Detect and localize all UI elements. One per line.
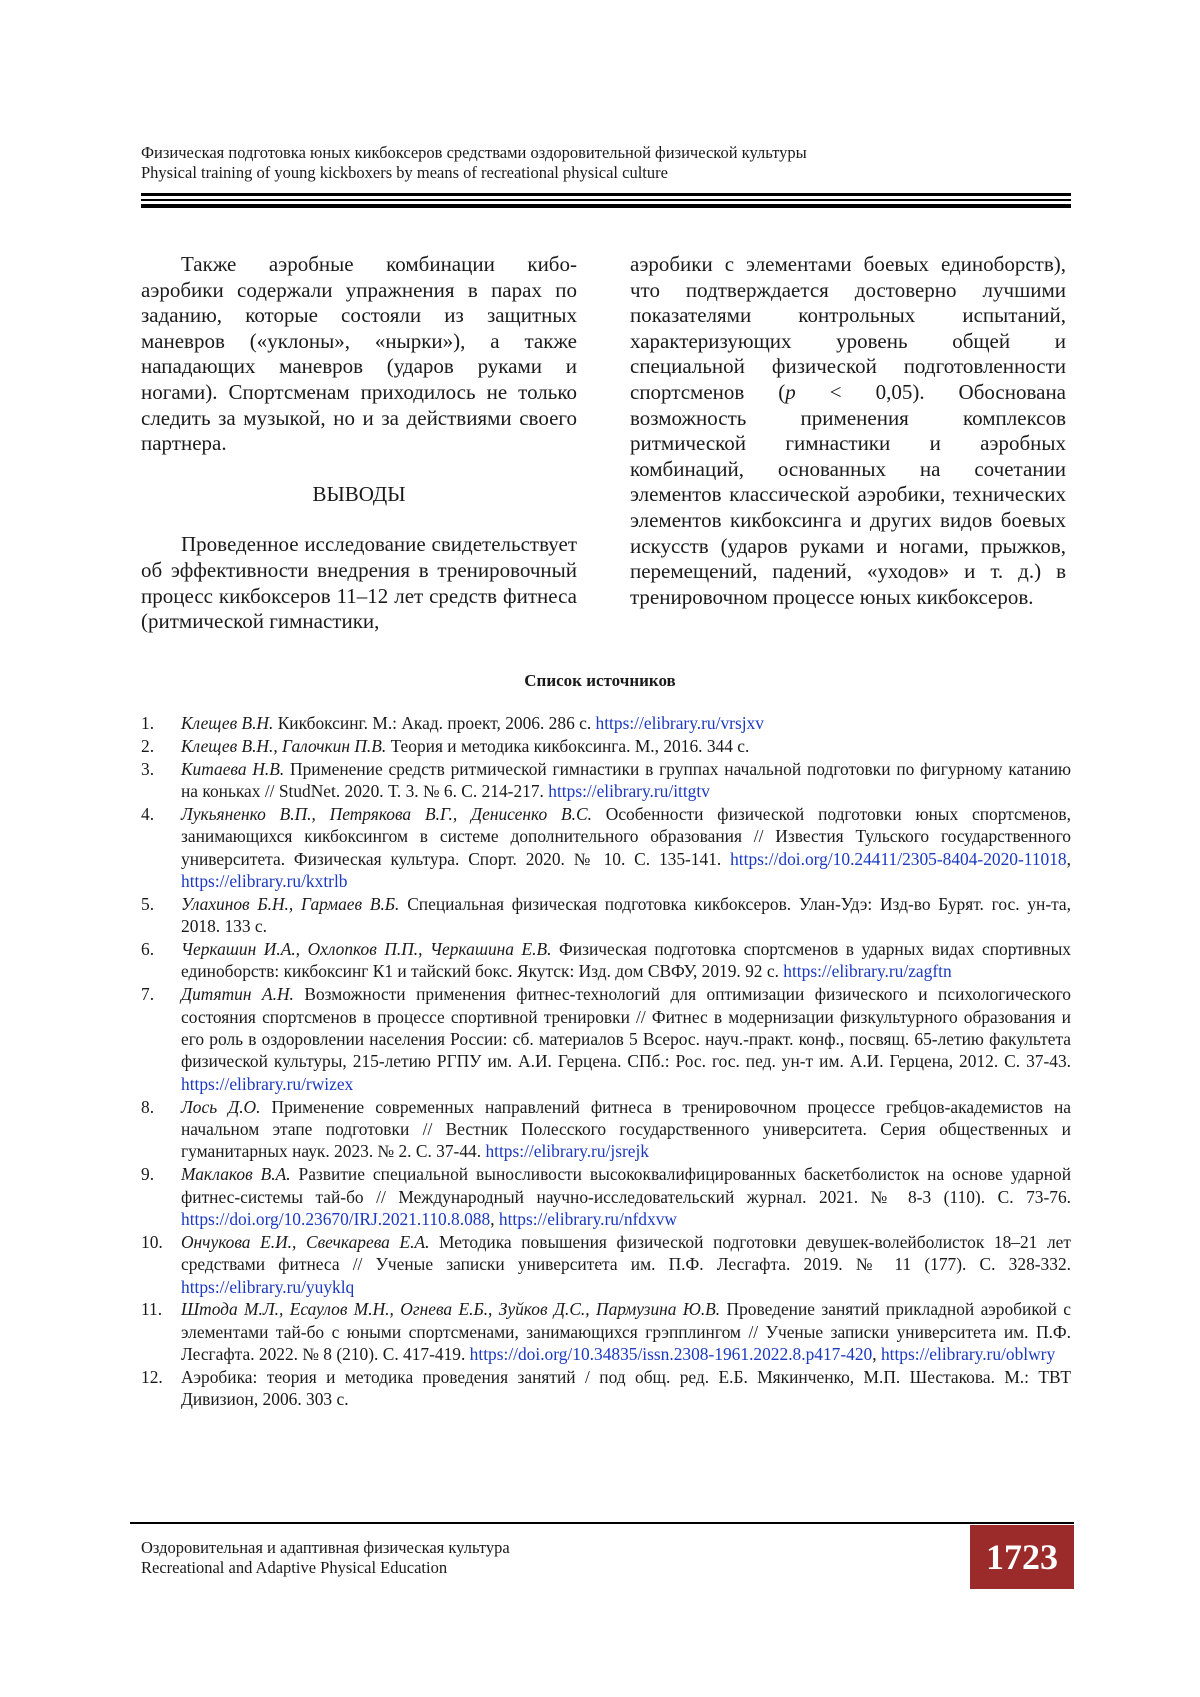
reference-link[interactable]: https://elibrary.ru/oblwry xyxy=(880,1344,1056,1365)
reference-item xyxy=(141,983,1071,1095)
reference-separator: , xyxy=(872,1344,881,1365)
reference-authors: Лукьяненко В.П., Петрякова В.Г., Денисенко В.С. xyxy=(181,803,592,824)
reference-number: 5. xyxy=(141,893,155,914)
running-header xyxy=(141,143,1071,183)
reference-text: Методика повышения физической подготовки девушек-волейболисток 18–21 лет средствами фитнеса // Ученые записки университета им. П.Ф. Лесгафта. 2019. № 11 (177). С. 328-332. xyxy=(181,1231,1071,1275)
reference-link[interactable]: https://doi.org/10.24411/2305-8404-2020-11018 xyxy=(730,848,1067,869)
reference-number: 11. xyxy=(141,1299,163,1320)
reference-item xyxy=(141,758,1071,803)
reference-link[interactable]: https://elibrary.ru/zagftn xyxy=(783,961,952,982)
reference-authors: Китаева Н.В. xyxy=(181,758,285,779)
journal-title-ru: Оздоровительная и адаптивная физическая культура xyxy=(141,1538,510,1557)
reference-separator: , xyxy=(490,1209,499,1230)
reference-number: 10. xyxy=(141,1231,163,1252)
reference-text: Аэробика: теория и методика проведения занятий / под общ. ред. Е.Б. Мякинченко, М.П. Шестакова. М.: ТВТ Дивизион, 2006. 303 с. xyxy=(181,1367,1071,1410)
reference-link[interactable]: https://elibrary.ru/nfdxvw xyxy=(498,1209,677,1230)
reference-link[interactable]: https://elibrary.ru/kxtrlb xyxy=(181,871,348,892)
reference-number: 2. xyxy=(141,735,155,756)
header-rule xyxy=(141,193,1071,209)
reference-text: Применение средств ритмической гимнастики в группах начальной подготовки по фигурному катанию на коньках // StudNet. 2020. Т. 3. № 6. С. 214-217. xyxy=(181,758,1071,801)
reference-separator: , xyxy=(1066,848,1071,869)
reference-text: Применение современных направлений фитнеса в тренировочном процессе гребцов-академистов на начальном этапе подготовки // Вестник Полесского государственного университета. Серия общественных и гуманитарных наук. 2023. № 2. С. 37-44. xyxy=(181,1096,1071,1162)
reference-text: Физическая подготовка спортсменов в ударных видах спортивных единоборств: кикбоксинг К1 и тайский бокс. Якутск: Изд. дом СВФУ, 2019. 92 с. xyxy=(181,939,1071,982)
reference-item xyxy=(141,1298,1071,1365)
page-number: 1723 xyxy=(970,1525,1074,1589)
reference-text: Особенности физической подготовки юных спортсменов, занимающихся кикбоксингом в системе дополнительного образования // Известия Тульского государственного университета. Физическая культура. Спорт. 2020. № 10. С. 135-141. xyxy=(181,803,1071,869)
reference-link[interactable]: https://elibrary.ru/jsrejk xyxy=(485,1141,650,1162)
references-title: Список источников xyxy=(524,671,676,690)
reference-authors: Лось Д.О. xyxy=(181,1096,261,1117)
journal-title-en: Recreational and Adaptive Physical Education xyxy=(141,1558,448,1577)
reference-item xyxy=(141,803,1071,893)
reference-link[interactable]: https://elibrary.ru/rwizex xyxy=(181,1073,354,1094)
reference-text: Кикбоксинг. М.: Акад. проект, 2006. 286 с. xyxy=(273,713,596,733)
reference-text: Специальная физическая подготовка кикбоксеров. Улан-Удэ: Изд-во Бурят. гос. ун-та, 2018. 133 с. xyxy=(181,893,1071,937)
reference-item xyxy=(141,893,1071,938)
reference-item xyxy=(141,1366,1071,1411)
reference-link[interactable]: https://elibrary.ru/ittgtv xyxy=(548,781,710,801)
text-run: аэробики с элементами боевых единоборств), что подтверждается достоверно лучшими показателями контрольных испытаний, характеризующих уровень общей и специальной физической подготовленности спортсменов ( xyxy=(630,252,1066,404)
reference-authors: Улахинов Б.Н., Гармаев В.Б. xyxy=(181,893,400,914)
reference-text: Проведение занятий прикладной аэробикой с элементами тай-бо с юными спортсменами, занимающихся грэпплингом // Ученые записки университета им. П.Ф. Лесгафта. 2022. № 8 (210). С. 417-419. xyxy=(181,1299,1071,1365)
reference-item xyxy=(141,1231,1071,1298)
reference-authors: Штода М.Л., Есаулов М.Н., Огнева Е.Б., Зуйков Д.С., Пармузина Ю.В. xyxy=(181,1299,721,1320)
running-title-en: Physical training of young kickboxers by means of recreational physical culture xyxy=(141,163,668,182)
reference-link[interactable]: https://doi.org/10.23670/IRJ.2021.110.8.088 xyxy=(181,1209,491,1230)
reference-number: 12. xyxy=(141,1367,163,1388)
footer-rule xyxy=(130,1522,1074,1524)
reference-authors: Черкашин И.А., Охлопков П.П., Черкашина Е.В. xyxy=(181,939,552,960)
reference-number: 7. xyxy=(141,984,155,1005)
reference-item xyxy=(141,938,1071,983)
reference-item xyxy=(141,735,1071,757)
text-run: < 0,05). Обоснована возможность применения комплексов ритмической гимнастики и аэробных комбинаций, основанных на сочетании элементов классической аэробики, технических элементов кикбоксинга и других видов боевых искусств (ударов руками и ногами, прыжков, перемещений, падений, «уходов» и т. д.) в тренировочном процессе юных кикбоксеров. xyxy=(630,379,1066,609)
reference-number: 8. xyxy=(141,1096,155,1117)
section-heading: ВЫВОДЫ xyxy=(312,481,406,506)
footer-journal xyxy=(141,1538,510,1578)
reference-item xyxy=(141,712,1071,734)
reference-authors: Маклаков В.А. xyxy=(181,1164,291,1185)
reference-authors: Дитятин А.Н. xyxy=(181,984,294,1005)
body-paragraph: Также аэробные комбинации кибо-аэробики содержали упражнения в парах по заданию, которые состояли из защитных маневров («уклоны», «нырки»), а также нападающих маневров (ударов руками и ногами). Спортсменам приходилось не только следить за музыкой, но и за действиями своего партнера. xyxy=(141,252,577,456)
reference-authors: Ончукова Е.И., Свечкарева Е.А. xyxy=(181,1231,430,1252)
reference-link[interactable]: https://elibrary.ru/vrsjxv xyxy=(595,713,764,733)
body-paragraph: Проведенное исследование свидетельствует об эффективности внедрения в тренировочный процесс кикбоксеров 11–12 лет средств фитнеса (ритмической гимнастики, xyxy=(141,532,577,634)
reference-link[interactable]: https://doi.org/10.34835/issn.2308-1961.2022.8.p417-420 xyxy=(469,1344,873,1365)
reference-number: 9. xyxy=(141,1164,155,1185)
body-column-right xyxy=(630,252,1066,610)
body-paragraph-continued xyxy=(630,252,1066,610)
reference-number: 3. xyxy=(141,758,155,779)
reference-text: Развитие специальной выносливости высококвалифицированных баскетболисток на основе ударной фитнес-системы тай-бо // Международный научно-исследовательский журнал. 2021. № 8-3 (110). С. 73-76. xyxy=(181,1164,1072,1207)
p-value-symbol: p xyxy=(785,379,796,404)
reference-authors: Клещев В.Н. xyxy=(181,713,274,733)
reference-authors: Клещев В.Н., Галочкин П.В. xyxy=(181,735,387,756)
reference-item xyxy=(141,1163,1071,1230)
reference-number: 6. xyxy=(141,939,155,960)
reference-number: 4. xyxy=(141,803,155,824)
reference-link[interactable]: https://elibrary.ru/yuyklq xyxy=(181,1276,355,1297)
reference-number: 1. xyxy=(141,713,155,733)
running-title-ru: Физическая подготовка юных кикбоксеров средствами оздоровительной физической культуры xyxy=(141,143,807,162)
reference-text: Теория и методика кикбоксинга. М., 2016. 344 с. xyxy=(386,735,750,756)
references-list xyxy=(141,712,1071,1411)
reference-item xyxy=(141,1096,1071,1163)
reference-text: Возможности применения фитнес-технологий для оптимизации физического и психологического состояния спортсменов в процессе спортивной тренировки // Фитнес в модернизации физкультурного образования и его роль в оздоровлении населения России: сб. материалов 5 Всерос. науч.-практ. конф., посвящ. 65-летию факультета физической культуры, 215-летию РГПУ им. А.И. Герцена. СПб.: Рос. гос. пед. ун-т им. А.И. Герцена, 2012. С. 37-43. xyxy=(181,984,1071,1072)
body-column-left xyxy=(141,252,577,635)
